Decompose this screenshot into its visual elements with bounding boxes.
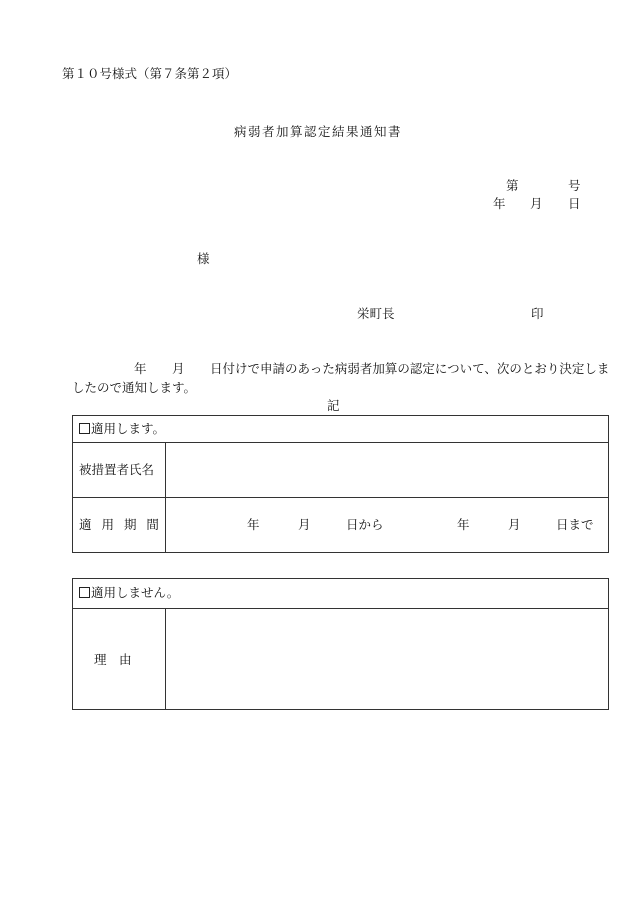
approve-heading-text: 適用します。 bbox=[91, 421, 166, 436]
to-day: 日まで bbox=[556, 517, 594, 532]
doc-number-prefix: 第 bbox=[506, 178, 519, 193]
seal-mark: 印 bbox=[531, 306, 544, 321]
recipient-suffix: 様 bbox=[197, 251, 210, 266]
date-day: 日 bbox=[568, 196, 581, 211]
sender-name: 栄町長 bbox=[357, 306, 395, 321]
body-year: 年 bbox=[134, 361, 147, 376]
from-month: 月 bbox=[298, 517, 311, 532]
ki-marker: 記 bbox=[327, 398, 340, 413]
to-year: 年 bbox=[457, 517, 470, 532]
approve-divider-1 bbox=[72, 442, 609, 443]
from-day: 日から bbox=[346, 517, 384, 532]
approve-divider-2 bbox=[72, 497, 609, 498]
document-title: 病弱者加算認定結果通知書 bbox=[234, 124, 403, 139]
date-month: 月 bbox=[530, 196, 543, 211]
approve-col-divider bbox=[165, 442, 166, 553]
reject-divider bbox=[72, 608, 609, 609]
body-text-line1: 日付けで申請のあった病弱者加算の認定について、次のとおり決定しま bbox=[210, 361, 610, 376]
form-number: 第１０号様式（第７条第２項） bbox=[62, 66, 238, 81]
name-label: 被措置者氏名 bbox=[79, 462, 155, 477]
reject-checkbox[interactable] bbox=[79, 587, 90, 598]
body-month: 月 bbox=[172, 361, 185, 376]
from-year: 年 bbox=[247, 517, 260, 532]
reject-col-divider bbox=[165, 608, 166, 710]
approve-heading bbox=[79, 423, 165, 436]
doc-number-suffix: 号 bbox=[568, 178, 581, 193]
to-month: 月 bbox=[508, 517, 521, 532]
approve-checkbox[interactable] bbox=[79, 423, 90, 434]
date-year: 年 bbox=[493, 196, 506, 211]
reason-label: 理 由 bbox=[94, 652, 132, 667]
period-label: 適 用 期 間 bbox=[79, 517, 162, 532]
body-text-line2: したので通知します。 bbox=[72, 380, 197, 395]
reject-heading bbox=[79, 587, 179, 600]
reject-heading-text: 適用しません。 bbox=[91, 585, 180, 600]
